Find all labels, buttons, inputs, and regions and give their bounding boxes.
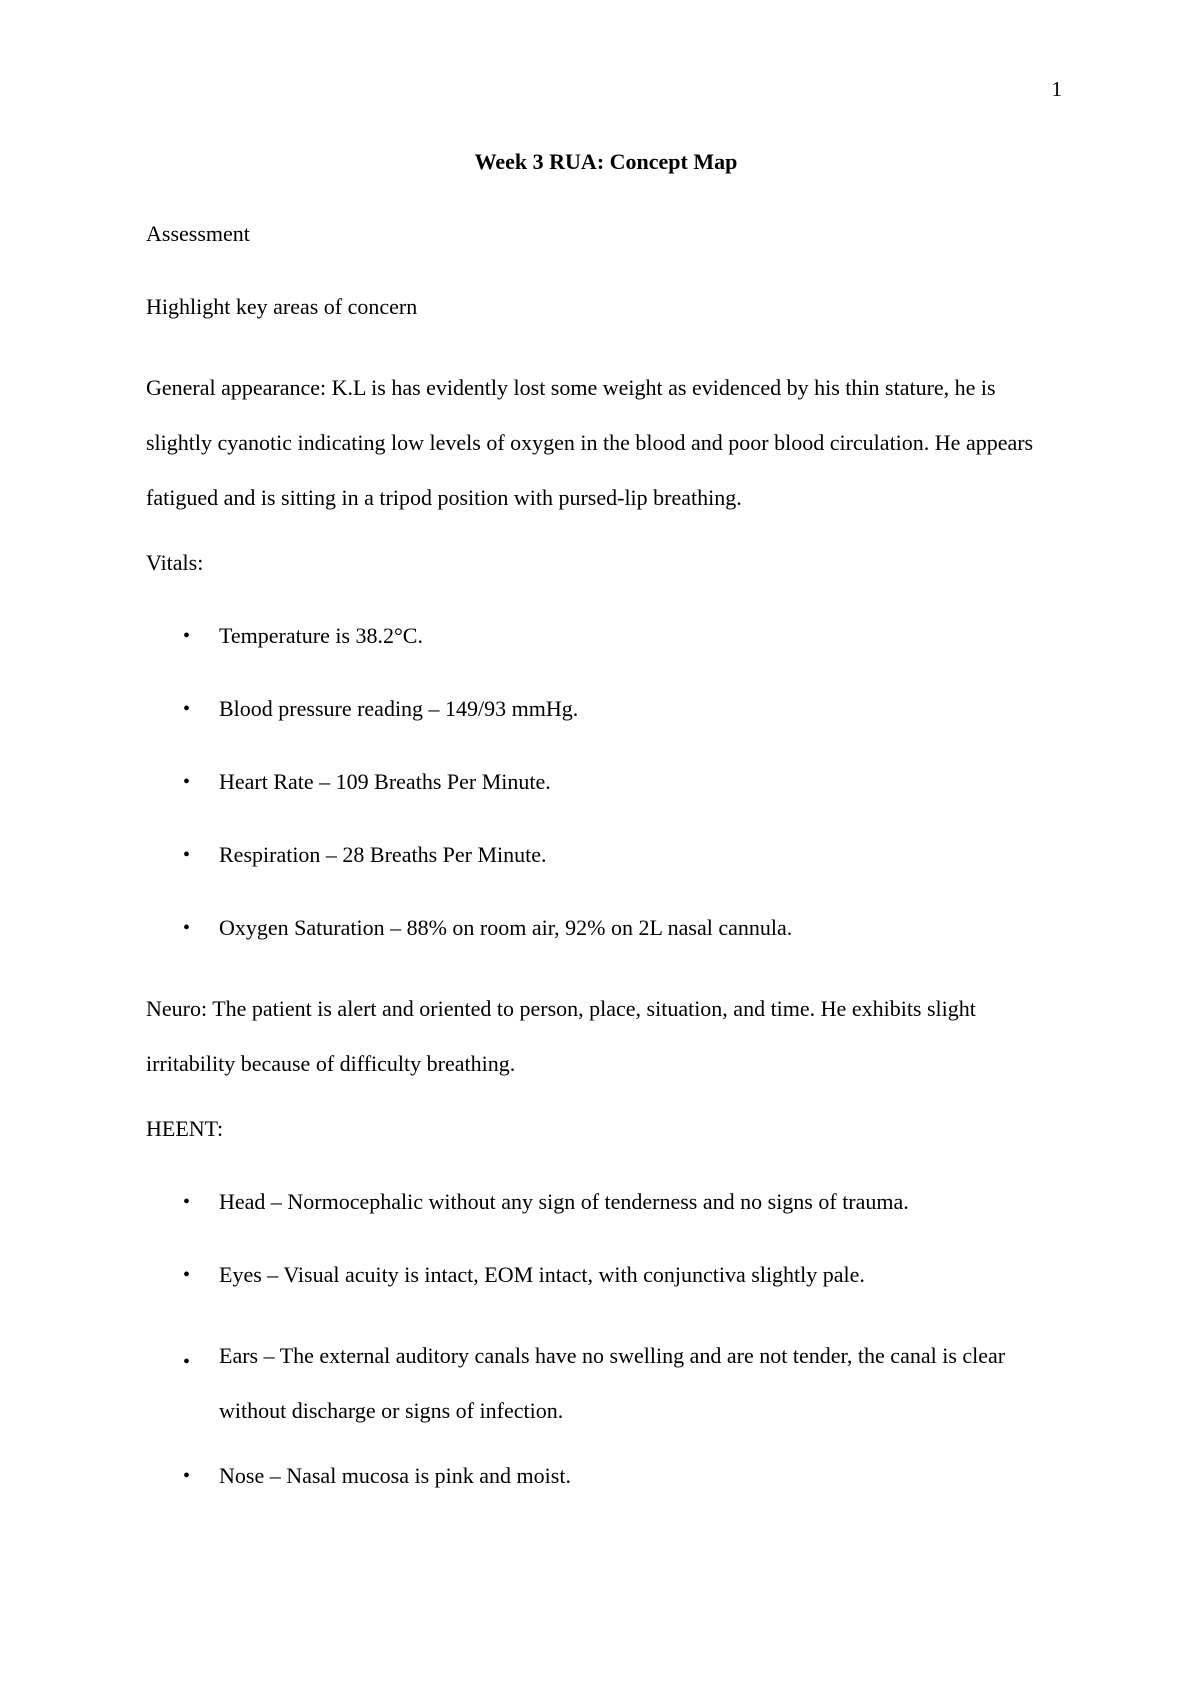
list-item bbox=[146, 1182, 1066, 1222]
document-body bbox=[146, 142, 1066, 1529]
list-item bbox=[146, 908, 1066, 948]
vital-heart-rate: Heart Rate – 109 Breaths Per Minute. bbox=[219, 769, 551, 794]
vital-oxygen-saturation: Oxygen Saturation – 88% on room air, 92% on 2L nasal cannula. bbox=[219, 915, 793, 940]
bullet-icon: • bbox=[183, 1191, 191, 1213]
heent-ears: Ears – The external auditory canals have no swelling and are not tender, the canal is clear without discharge or signs of infection. bbox=[219, 1343, 1006, 1423]
vitals-list bbox=[146, 616, 1066, 948]
vital-respiration: Respiration – 28 Breaths Per Minute. bbox=[219, 842, 547, 867]
bullet-icon: • bbox=[183, 771, 191, 793]
highlight-instruction: Highlight key areas of concern bbox=[146, 294, 418, 319]
document-title: Week 3 RUA: Concept Map bbox=[474, 149, 738, 174]
heent-label: HEENT: bbox=[146, 1116, 224, 1141]
general-appearance-paragraph: General appearance: K.L is has evidently lost some weight as evidenced by his thin stature, he is slightly cyanotic indicating low levels of oxygen in the blood and poor blood circulation. He appears fatigued and is sitting in a tripod position with pursed-lip breathing. bbox=[146, 375, 1034, 510]
list-item bbox=[146, 835, 1066, 875]
bullet-icon: • bbox=[183, 844, 191, 866]
bullet-icon: • bbox=[183, 625, 191, 647]
list-item bbox=[146, 616, 1066, 656]
list-item bbox=[146, 1255, 1066, 1295]
page-number: 1 bbox=[1051, 77, 1062, 101]
heent-list bbox=[146, 1182, 1066, 1496]
vital-temperature: Temperature is 38.2°C. bbox=[219, 623, 423, 648]
heent-nose: Nose – Nasal mucosa is pink and moist. bbox=[219, 1463, 571, 1488]
list-item bbox=[146, 762, 1066, 802]
neuro-paragraph: Neuro: The patient is alert and oriented to person, place, situation, and time. He exhibits slight irritability because of difficulty breathing. bbox=[146, 996, 976, 1076]
heent-eyes: Eyes – Visual acuity is intact, EOM intact, with conjunctiva slightly pale. bbox=[219, 1262, 865, 1287]
bullet-icon: • bbox=[183, 917, 191, 939]
heent-head: Head – Normocephalic without any sign of tenderness and no signs of trauma. bbox=[219, 1189, 909, 1214]
vitals-label: Vitals: bbox=[146, 550, 204, 575]
bullet-icon: • bbox=[183, 1351, 191, 1373]
assessment-heading: Assessment bbox=[146, 221, 250, 246]
bullet-icon: • bbox=[183, 698, 191, 720]
list-item bbox=[146, 1328, 1066, 1438]
bullet-icon: • bbox=[183, 1264, 191, 1286]
list-item bbox=[146, 689, 1066, 729]
vital-blood-pressure: Blood pressure reading – 149/93 mmHg. bbox=[219, 696, 579, 721]
bullet-icon: • bbox=[183, 1465, 191, 1487]
list-item bbox=[146, 1456, 1066, 1496]
